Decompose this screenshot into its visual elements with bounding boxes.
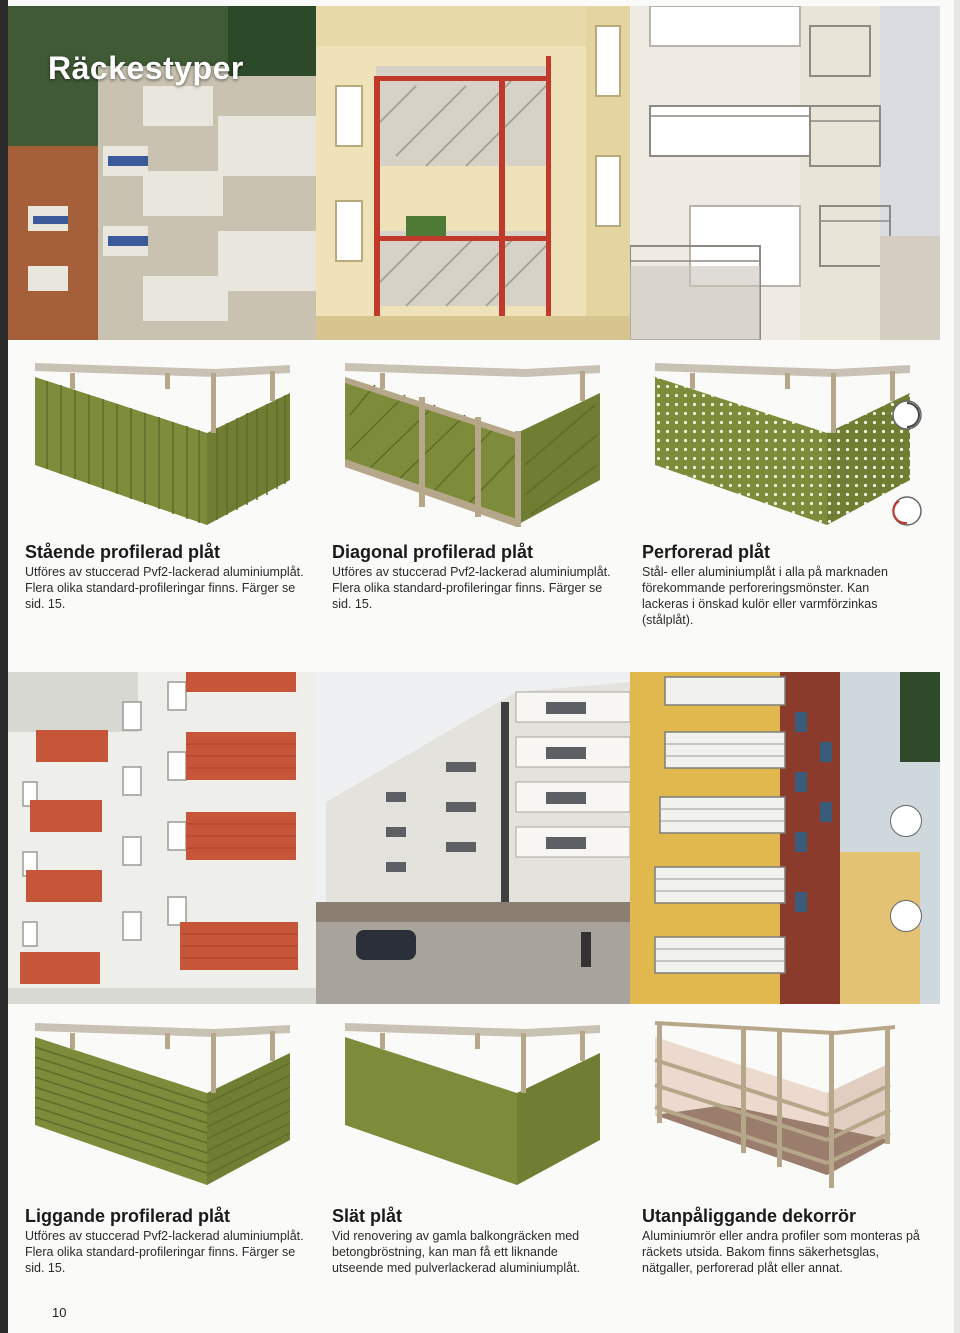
text-smooth-plate: Vid renovering av gamla balkongräcken med betongbröstning, kan man få ett liknande utseende med pulverlackerad aluminiumplåt. bbox=[332, 1229, 581, 1275]
heading-smooth-plate: Slät plåt bbox=[332, 1206, 403, 1226]
diagram-perforated bbox=[645, 355, 935, 540]
photo-decorative-tube-balconies bbox=[630, 672, 940, 1004]
page-title: Räckestyper bbox=[48, 50, 244, 86]
text-diagonal-profiled: Utföres av stuccerad Pvf2-lackerad aluminiumplåt. Flera olika standard-profileringar finns. Färger se sid. 15. bbox=[332, 565, 611, 611]
page-edge-left bbox=[0, 0, 8, 1333]
diagram-decorative-tubes bbox=[645, 1015, 935, 1200]
diagram-smooth-plate bbox=[335, 1015, 625, 1200]
profile-swatch-icon bbox=[890, 805, 922, 837]
caption-diagonal-profiled bbox=[332, 542, 622, 612]
heading-standing-profiled: Stående profilerad plåt bbox=[25, 542, 221, 562]
photo-smooth-plate-buildings bbox=[316, 672, 630, 1004]
text-perforated: Stål- eller aluminiumplåt i alla på marknaden förekommande perforeringsmönster. Kan lackeras i önskad kulör eller varmförzinkas (stålplåt). bbox=[642, 565, 888, 627]
page-number: 10 bbox=[52, 1305, 67, 1320]
photo-horizontal-balconies bbox=[8, 672, 316, 1004]
heading-perforated: Perforerad plåt bbox=[642, 542, 771, 562]
heading-decorative-tubes: Utanpåliggande dekorrör bbox=[642, 1206, 857, 1226]
text-decorative-tubes: Aluminiumrör eller andra profiler som monteras på räckets utsida. Bakom finns säkerhetsglas, nätgaller, perforerad plåt eller annat. bbox=[642, 1229, 920, 1275]
caption-standing-profiled bbox=[25, 542, 315, 612]
page-edge-right bbox=[954, 0, 960, 1333]
caption-perforated bbox=[642, 542, 912, 628]
heading-horizontal-profiled: Liggande profilerad plåt bbox=[25, 1206, 231, 1226]
diagram-standing-profiled bbox=[25, 355, 315, 540]
caption-smooth-plate bbox=[332, 1206, 602, 1276]
text-standing-profiled: Utföres av stuccerad Pvf2-lackerad aluminiumplåt. Flera olika standard-profileringar finns. Färger se sid. 15. bbox=[25, 565, 304, 611]
photo-diagonal-balconies bbox=[316, 6, 630, 340]
text-horizontal-profiled: Utföres av stuccerad Pvf2-lackerad aluminiumplåt. Flera olika standard-profileringar finns. Färger se sid. 15. bbox=[25, 1229, 304, 1275]
caption-horizontal-profiled bbox=[25, 1206, 315, 1276]
caption-decorative-tubes bbox=[642, 1206, 922, 1276]
profile-swatch-icon bbox=[890, 900, 922, 932]
diagram-diagonal-profiled bbox=[335, 355, 625, 540]
heading-diagonal-profiled: Diagonal profilerad plåt bbox=[332, 542, 534, 562]
diagram-horizontal-profiled bbox=[25, 1015, 315, 1200]
photo-perforated-balconies bbox=[630, 6, 940, 340]
